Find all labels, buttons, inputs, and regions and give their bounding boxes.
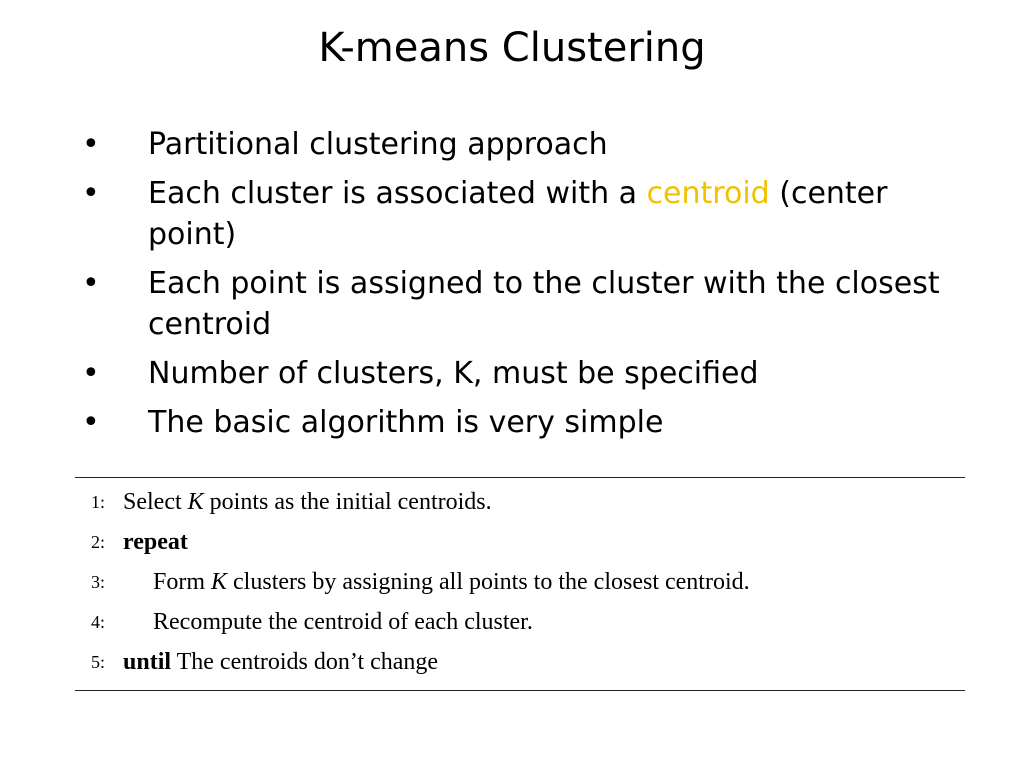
line-text-pre: Form [153, 569, 212, 595]
line-number: 2: [91, 532, 106, 552]
line-text-post: clusters by assigning all points to the closest centroid. [227, 569, 750, 595]
bullet-marker: • [82, 127, 100, 162]
bullet-marker: • [82, 176, 100, 211]
bullet-text: The basic algorithm is very simple [148, 405, 664, 440]
bullet-item [82, 402, 982, 443]
line-text-post: points as the initial centroids. [203, 489, 492, 515]
bullet-list [82, 124, 982, 451]
line-text-post: The centroids don’t change [171, 649, 439, 675]
line-text [153, 562, 750, 602]
algorithm-line-1 [75, 482, 965, 522]
bullet-marker: • [82, 266, 100, 301]
bullet-text: Partitional clustering approach [148, 127, 608, 162]
algorithm-line-4 [75, 602, 965, 642]
keyword-until: until [123, 649, 172, 675]
bullet-item [82, 173, 982, 255]
bullet-marker: • [82, 405, 100, 440]
variable-k: K [187, 489, 204, 515]
line-text-pre: Select [123, 489, 188, 515]
bullet-marker: • [82, 356, 100, 391]
bullet-text-pre: Each cluster is associated with a [148, 176, 647, 211]
line-text [123, 642, 438, 682]
centroid-highlight: centroid [646, 176, 770, 211]
algorithm-line-2 [75, 522, 965, 562]
variable-k: K [211, 569, 228, 595]
line-number: 3: [91, 572, 106, 592]
line-text [123, 482, 492, 522]
bullet-item [82, 263, 982, 345]
algorithm-box [75, 477, 965, 691]
algorithm-line-5 [75, 642, 965, 682]
bullet-item [82, 353, 982, 394]
bullet-text-post: (center point) [148, 176, 888, 252]
line-text: Recompute the centroid of each cluster. [153, 609, 533, 635]
line-number: 1: [91, 492, 106, 512]
algorithm-line-3 [75, 562, 965, 602]
bullet-item [82, 124, 982, 165]
line-number: 5: [91, 652, 106, 672]
keyword-repeat: repeat [123, 529, 188, 555]
slide-title: K-means Clustering [318, 25, 706, 71]
bullet-text: Each point is assigned to the cluster with the closest centroid [148, 266, 940, 342]
bullet-text: Number of clusters, K, must be specified [148, 356, 759, 391]
line-number: 4: [91, 612, 106, 632]
